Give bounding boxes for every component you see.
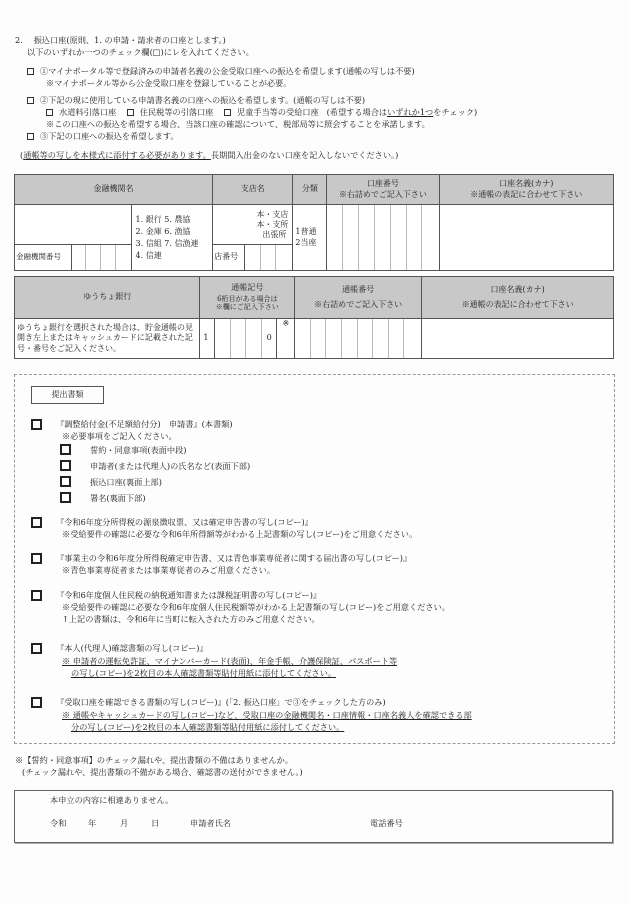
branch-code-digit-1[interactable] <box>244 245 260 271</box>
suboption-water-checkbox[interactable] <box>46 109 53 116</box>
doc-1-sub-2-label: 申請者(または代理人)の氏名など(表面下部) <box>90 461 251 471</box>
branch-code-digit-3[interactable] <box>276 245 293 271</box>
suboption-resident-tax-checkbox[interactable] <box>127 109 134 116</box>
doc-2-title: 『令和6年度分所得税の源泉徴収票、又は確定申告書の写し(コピー)』 <box>56 517 313 527</box>
symbol-digit-3[interactable] <box>230 319 246 359</box>
number-digit-3[interactable] <box>326 319 342 359</box>
header-account-number-note: ※右詰めでご記入下さい <box>338 189 427 199</box>
signature-statement: 本申立の内容に相違ありません。 <box>50 795 174 805</box>
phone-number-field[interactable] <box>410 814 600 830</box>
doc-1-sub-4-checkbox[interactable] <box>60 492 71 503</box>
doc-4-note-2: ↑上記の書類は、令和6年に当町に転入された方のみご用意ください。 <box>62 614 320 624</box>
header-branch: 支店名 <box>213 175 293 205</box>
warning-line-2: (チェック漏れや、提出書類の不備がある場合、確認書の送付ができません。) <box>22 767 303 777</box>
suboption-child-allowance-label: 児童手当等の受給口座 <box>236 107 319 117</box>
doc-1-title: 『調整給付金(不足額給付分) 申請書』(本書類) <box>56 419 233 429</box>
branch-type-3: 出張所 <box>262 229 287 239</box>
branch-type-2: 本・支所 <box>256 219 289 229</box>
inst-type-row-1: 1. 銀行 5. 農協 <box>135 214 191 224</box>
header-holder-label: 口座名義(カナ) <box>499 178 554 188</box>
suboption-hint: (希望する場合は <box>326 107 388 117</box>
institution-name-input[interactable] <box>15 205 132 245</box>
symbol-digit-6[interactable]: ※ <box>277 319 295 359</box>
branch-code-digit-2[interactable] <box>260 245 276 271</box>
number-digit-5[interactable] <box>357 319 373 359</box>
header-institution: 金融機関名 <box>15 175 213 205</box>
symbol-digit-5: 0 <box>261 319 277 359</box>
number-digit-7[interactable] <box>388 319 404 359</box>
signature-month-label: 月 <box>120 818 129 828</box>
attach-note <box>20 150 398 161</box>
option-1 <box>27 66 415 77</box>
header-symbol-note-2: ※欄にご記入下さい <box>215 303 279 312</box>
attach-note-underlined: 通帳等の写しを本様式に添付する必要があります。 <box>23 150 211 160</box>
warning-line-1: ※【誓約・同意事項】のチェック漏れや、提出書類の不備はありませんか。 <box>15 755 293 765</box>
header-yucho-holder-note: ※通帳の表記に合わせて下さい <box>461 299 574 309</box>
header-yucho-holder-label: 口座名義(カナ) <box>490 284 545 294</box>
number-digit-1[interactable] <box>295 319 311 359</box>
suboption-hint-underline: いずれか1つ <box>387 107 434 117</box>
header-holder-note: ※通帳の表記に合わせて下さい <box>470 189 583 199</box>
symbol-digit-2[interactable] <box>214 319 230 359</box>
branch-code-label: 店番号 <box>213 245 245 271</box>
option-2-note: ※この口座への振込を希望する場合、当該口座の確認について、税部局等に照会することを承諾します。 <box>46 119 430 129</box>
account-digit-5[interactable] <box>390 205 406 271</box>
option-1-note: ※マイナポータル等から公金受取口座を登録していることが必要。 <box>46 78 292 88</box>
account-digit-3[interactable] <box>359 205 375 271</box>
branch-type-1: 本・支店 <box>256 209 289 219</box>
signature-phone-label: 電話番号 <box>370 818 403 828</box>
doc-3-title: 『事業主の令和6年度分所得税確定申告書、又は青色事業専従者に関する届出書の写し(コピー)』 <box>56 553 412 563</box>
doc-1-sub-1-checkbox[interactable] <box>60 444 71 455</box>
doc-6-title: 『受取口座を確認できる書類の写し(コピー)』(「2. 振込口座」で③をチェックした方のみ) <box>56 697 386 707</box>
signature-name-label: 申請者氏名 <box>190 818 231 828</box>
header-symbol-note-1: 6桁目がある場合は <box>217 294 278 303</box>
symbol-digit-4[interactable] <box>246 319 262 359</box>
yucho-holder-input[interactable] <box>422 319 614 359</box>
option-2-checkbox[interactable] <box>27 97 34 104</box>
option-1-checkbox[interactable] <box>27 68 34 75</box>
account-digit-7[interactable] <box>422 205 439 271</box>
applicant-name-field[interactable] <box>240 814 360 830</box>
header-type: 分類 <box>293 175 327 205</box>
suboption-water-label: 水道料引落口座 <box>59 107 117 117</box>
header-holder <box>439 175 614 205</box>
section-2-instruction: 以下のいずれか一つのチェック欄(□)にレを入れてください。 <box>27 47 254 57</box>
bank-account-table <box>14 174 614 271</box>
doc-3-checkbox[interactable] <box>31 553 42 564</box>
branch-type-list <box>213 205 293 245</box>
header-account-number <box>327 175 439 205</box>
account-type-list <box>293 205 327 271</box>
doc-5-checkbox[interactable] <box>31 643 42 654</box>
option-2-label: ②下記の現に使用している申請書名義の口座への振込を希望します。(通帳の写しは不要) <box>40 95 366 105</box>
section-2-heading: 2. 振込口座(原則、1. の申請・請求者の口座とします。) <box>15 35 226 45</box>
documents-title: 提出書類 <box>31 386 104 404</box>
option-3 <box>27 131 179 142</box>
institution-type-list <box>131 205 213 271</box>
doc-5-note-1: ※ 申請者の運転免許証、マイナンバーカード(表面)、年金手帳、介護保険証、パスポート等 <box>62 656 398 666</box>
doc-1-note: ※必要事項をご記入ください。 <box>62 431 177 441</box>
doc-6-note-2: 分の写し(コピー)を2枚目の本人確認書類等貼付用紙に添付してください。 <box>71 722 345 732</box>
header-number-note: ※右詰めでご記入下さい <box>314 299 403 309</box>
number-digit-4[interactable] <box>342 319 358 359</box>
account-digit-4[interactable] <box>374 205 390 271</box>
option-2-suboptions <box>46 107 477 118</box>
header-number <box>295 277 422 319</box>
suboption-child-allowance-checkbox[interactable] <box>224 109 231 116</box>
doc-1-checkbox[interactable] <box>31 419 42 430</box>
number-digit-6[interactable] <box>373 319 389 359</box>
doc-2-note: ※受給要件の確認に必要な令和6年所得額等がわかる上記書類の写し(コピー)をご用意ください。 <box>62 529 418 539</box>
doc-6-note-1: ※ 通帳やキャッシュカードの写し(コピー)など、受取口座の金融機関名・口座情報・口座名義人を確認できる部 <box>62 710 472 720</box>
signature-era: 令和 <box>50 818 67 828</box>
yucho-description: ゆうちょ銀行を選択された場合は、貯金通帳の見開き左上またはキャッシュカードに記載された記号・番号をご記入ください。 <box>15 319 200 359</box>
inst-code-digit-2[interactable] <box>86 245 101 271</box>
header-number-label: 通帳番号 <box>342 284 375 294</box>
number-digit-2[interactable] <box>310 319 326 359</box>
option-3-label: ③下記の口座への振込を希望します。 <box>40 131 179 141</box>
doc-4-checkbox[interactable] <box>31 590 42 601</box>
doc-1-sub-4-label: 署名(裏面下部) <box>90 493 146 503</box>
doc-6-checkbox[interactable] <box>31 697 42 708</box>
inst-code-digit-3[interactable] <box>101 245 116 271</box>
header-symbol <box>200 277 295 319</box>
header-yucho: ゆうちょ銀行 <box>15 277 200 319</box>
suboption-hint-suffix: をチェック) <box>433 107 478 117</box>
doc-4-title: 『令和6年度個人住民税の納税通知書または課税証明書の写し(コピー)』 <box>56 590 322 600</box>
inst-type-row-2: 2. 金庫 6. 漁協 <box>135 226 191 236</box>
doc-3-note: ※青色事業専従者または事業専従者のみご用意ください。 <box>62 565 275 575</box>
header-symbol-label: 通帳記号 <box>231 283 264 293</box>
header-yucho-holder <box>422 277 614 319</box>
attach-note-open: ( <box>20 150 24 160</box>
inst-type-row-4: 4. 信連 <box>135 250 162 260</box>
signature-day-label: 日 <box>151 818 160 828</box>
account-digit-1[interactable] <box>327 205 343 271</box>
doc-5-title: 『本人(代理人)確認書類の写し(コピー)』 <box>56 643 208 653</box>
signature-year-label: 年 <box>88 818 97 828</box>
account-type-1: 1普通 <box>295 226 317 236</box>
doc-1-sub-2-checkbox[interactable] <box>60 460 71 471</box>
symbol-digit-1: 1 <box>200 319 215 359</box>
option-2 <box>27 95 365 106</box>
option-1-label: ①マイナポータル等で登録済みの申請者名義の公金受取口座への振込を希望します(通帳の写しは不要) <box>40 66 415 76</box>
inst-code-label: 金融機関番号 <box>15 245 72 271</box>
header-account-number-label: 口座番号 <box>366 178 399 188</box>
suboption-resident-tax-label: 住民税等の引落口座 <box>139 107 214 117</box>
account-holder-input[interactable] <box>439 205 614 271</box>
attach-note-rest: 長期間入出金のない口座を記入しないでください。) <box>210 150 399 160</box>
account-type-2: 2当座 <box>295 237 317 247</box>
option-3-checkbox[interactable] <box>27 133 34 140</box>
inst-code-digit-1[interactable] <box>71 245 86 271</box>
account-digit-6[interactable] <box>406 205 422 271</box>
account-digit-2[interactable] <box>343 205 359 271</box>
yucho-table <box>14 276 614 359</box>
doc-1-sub-3-label: 振込口座(裏面上部) <box>90 477 162 487</box>
doc-1-sub-3-checkbox[interactable] <box>60 476 71 487</box>
doc-1-sub-1-label: 誓約・同意事項(表面中段) <box>90 445 187 455</box>
doc-4-note-1: ※受給要件の確認に必要な令和6年度個人住民税額等がわかる上記書類の写し(コピー)をご用意ください。 <box>62 602 450 612</box>
doc-2-checkbox[interactable] <box>31 517 42 528</box>
doc-5-note-2: の写し(コピー)を2枚目の本人確認書類等貼付用紙に添付してください。 <box>71 668 337 678</box>
inst-type-row-3: 3. 信組 7. 信漁連 <box>135 238 199 248</box>
inst-code-digit-4[interactable] <box>115 245 131 271</box>
number-digit-8[interactable] <box>404 319 422 359</box>
